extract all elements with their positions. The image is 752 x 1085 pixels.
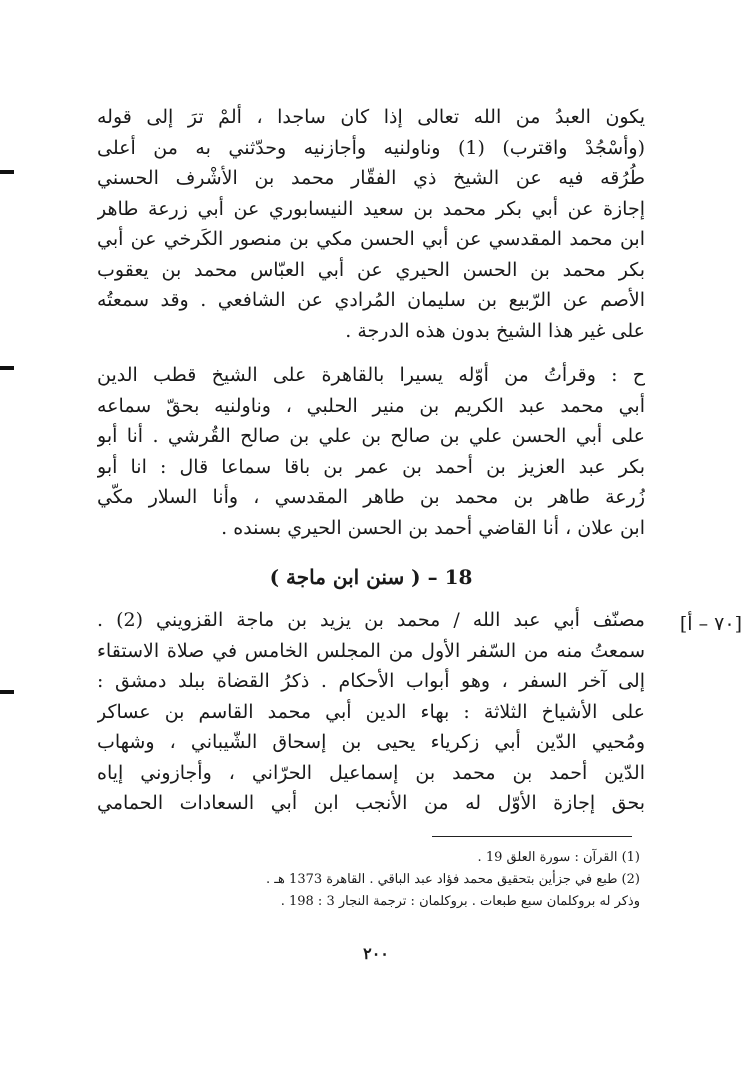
text-line: (وأسْجُدْ واقترب) (1) وناولنيه وأجازنيه وحدّثني به من أعلى: [97, 136, 645, 159]
footnotes: [130, 847, 640, 913]
page-number: ٢٠٠: [363, 944, 389, 963]
text-line: يكون العبدُ من الله تعالى إذا كان ساجدا ، ألمْ ترَ إلى قوله: [97, 106, 645, 128]
footnote: (2) طبع في جزأين بتحقيق محمد فؤاد عبد الباقي . القاهرة 1373 هـ .: [265, 872, 640, 887]
text-line: إجازة عن أبي بكر محمد بن سعيد النيسابوري عن أبي زرعة طاهر: [97, 197, 645, 220]
text-line: على غير هذا الشيخ بدون هذه الدرجة .: [345, 319, 645, 342]
text-line: الأصم عن الرّبيع بن سليمان المُرادي عن الشافعي . وقد سمعتُه: [97, 289, 645, 311]
text-line: مصنّف أبي عبد الله / محمد بن يزيد بن ماجة القزويني (2) .: [97, 609, 645, 631]
text-line: أبي محمد عبد الكريم بن منير الحلبي ، وناولنيه بحقّ سماعه: [97, 394, 645, 417]
manuscript-folio-marker: [٧٠ – أ]: [679, 613, 742, 635]
left-margin-mark: [0, 366, 14, 370]
paragraph-1: [97, 102, 645, 346]
paragraph-2: [97, 360, 645, 543]
text-line: على أبي الحسن علي بن صالح بن علي بن صالح القُرشي . أنا أبو: [97, 425, 645, 447]
footnote: وذكر له بروكلمان سبع طبعات . بروكلمان : ترجمة النجار 3 : 198 .: [280, 894, 640, 909]
text-line: ابن محمد المقدسي عن أبي الحسن مكي بن منصور الكَرخي عن أبي: [97, 228, 645, 250]
text-line: زُرعة طاهر بن محمد بن طاهر المقدسي ، وأنا السلار مكّي: [97, 486, 645, 508]
left-margin-mark: [0, 170, 14, 174]
text-line: بكر محمد بن الحسن الحيري عن أبي العبّاس محمد بن يعقوب: [97, 258, 645, 281]
text-line: طُرُقه فيه عن الشيخ ذي الفقّار محمد بن الأشْرف الحسني: [97, 167, 645, 189]
text-line: إلى آخر السفر ، وهو أبواب الأحكام . ذكرُ القضاة ببلد دمشق :: [97, 670, 645, 692]
text-line: بكر عبد العزيز بن أحمد بن عمر بن باقا سماعا قال : انا أبو: [97, 455, 645, 478]
text-line: ح : وقرأتُ من أوّله يسيرا بالقاهرة على الشيخ قطب الدين: [97, 364, 645, 386]
section-heading: 18 – ( سنن ابن ماجة ): [269, 565, 473, 589]
text-line: سمعتُ منه من السّفر الأول من المجلس الخامس في صلاة الاستقاء: [97, 639, 645, 662]
paragraph-3: [97, 605, 645, 819]
text-line: الدّين أحمد بن محمد بن إسماعيل الحرّاني ، وأجازوني إياه: [97, 761, 645, 784]
text-line: ابن علان ، أنا القاضي أحمد بن الحسن الحيري بسنده .: [221, 516, 645, 539]
footnote-separator: [432, 836, 632, 837]
left-margin-mark: [0, 690, 14, 694]
text-line: بحق إجازة الأوّل له من الأنجب ابن أبي السعادات الحمامي: [97, 792, 645, 814]
text-line: على الأشياخ الثلاثة : بهاء الدين أبي محمد القاسم بن عساكر: [97, 700, 645, 723]
text-line: ومُحيي الدّين أبي زكرياء يحيى بن إسحاق الشّيباني ، وشهاب: [97, 731, 645, 753]
footnote: (1) القرآن : سورة العلق 19 .: [477, 850, 640, 865]
